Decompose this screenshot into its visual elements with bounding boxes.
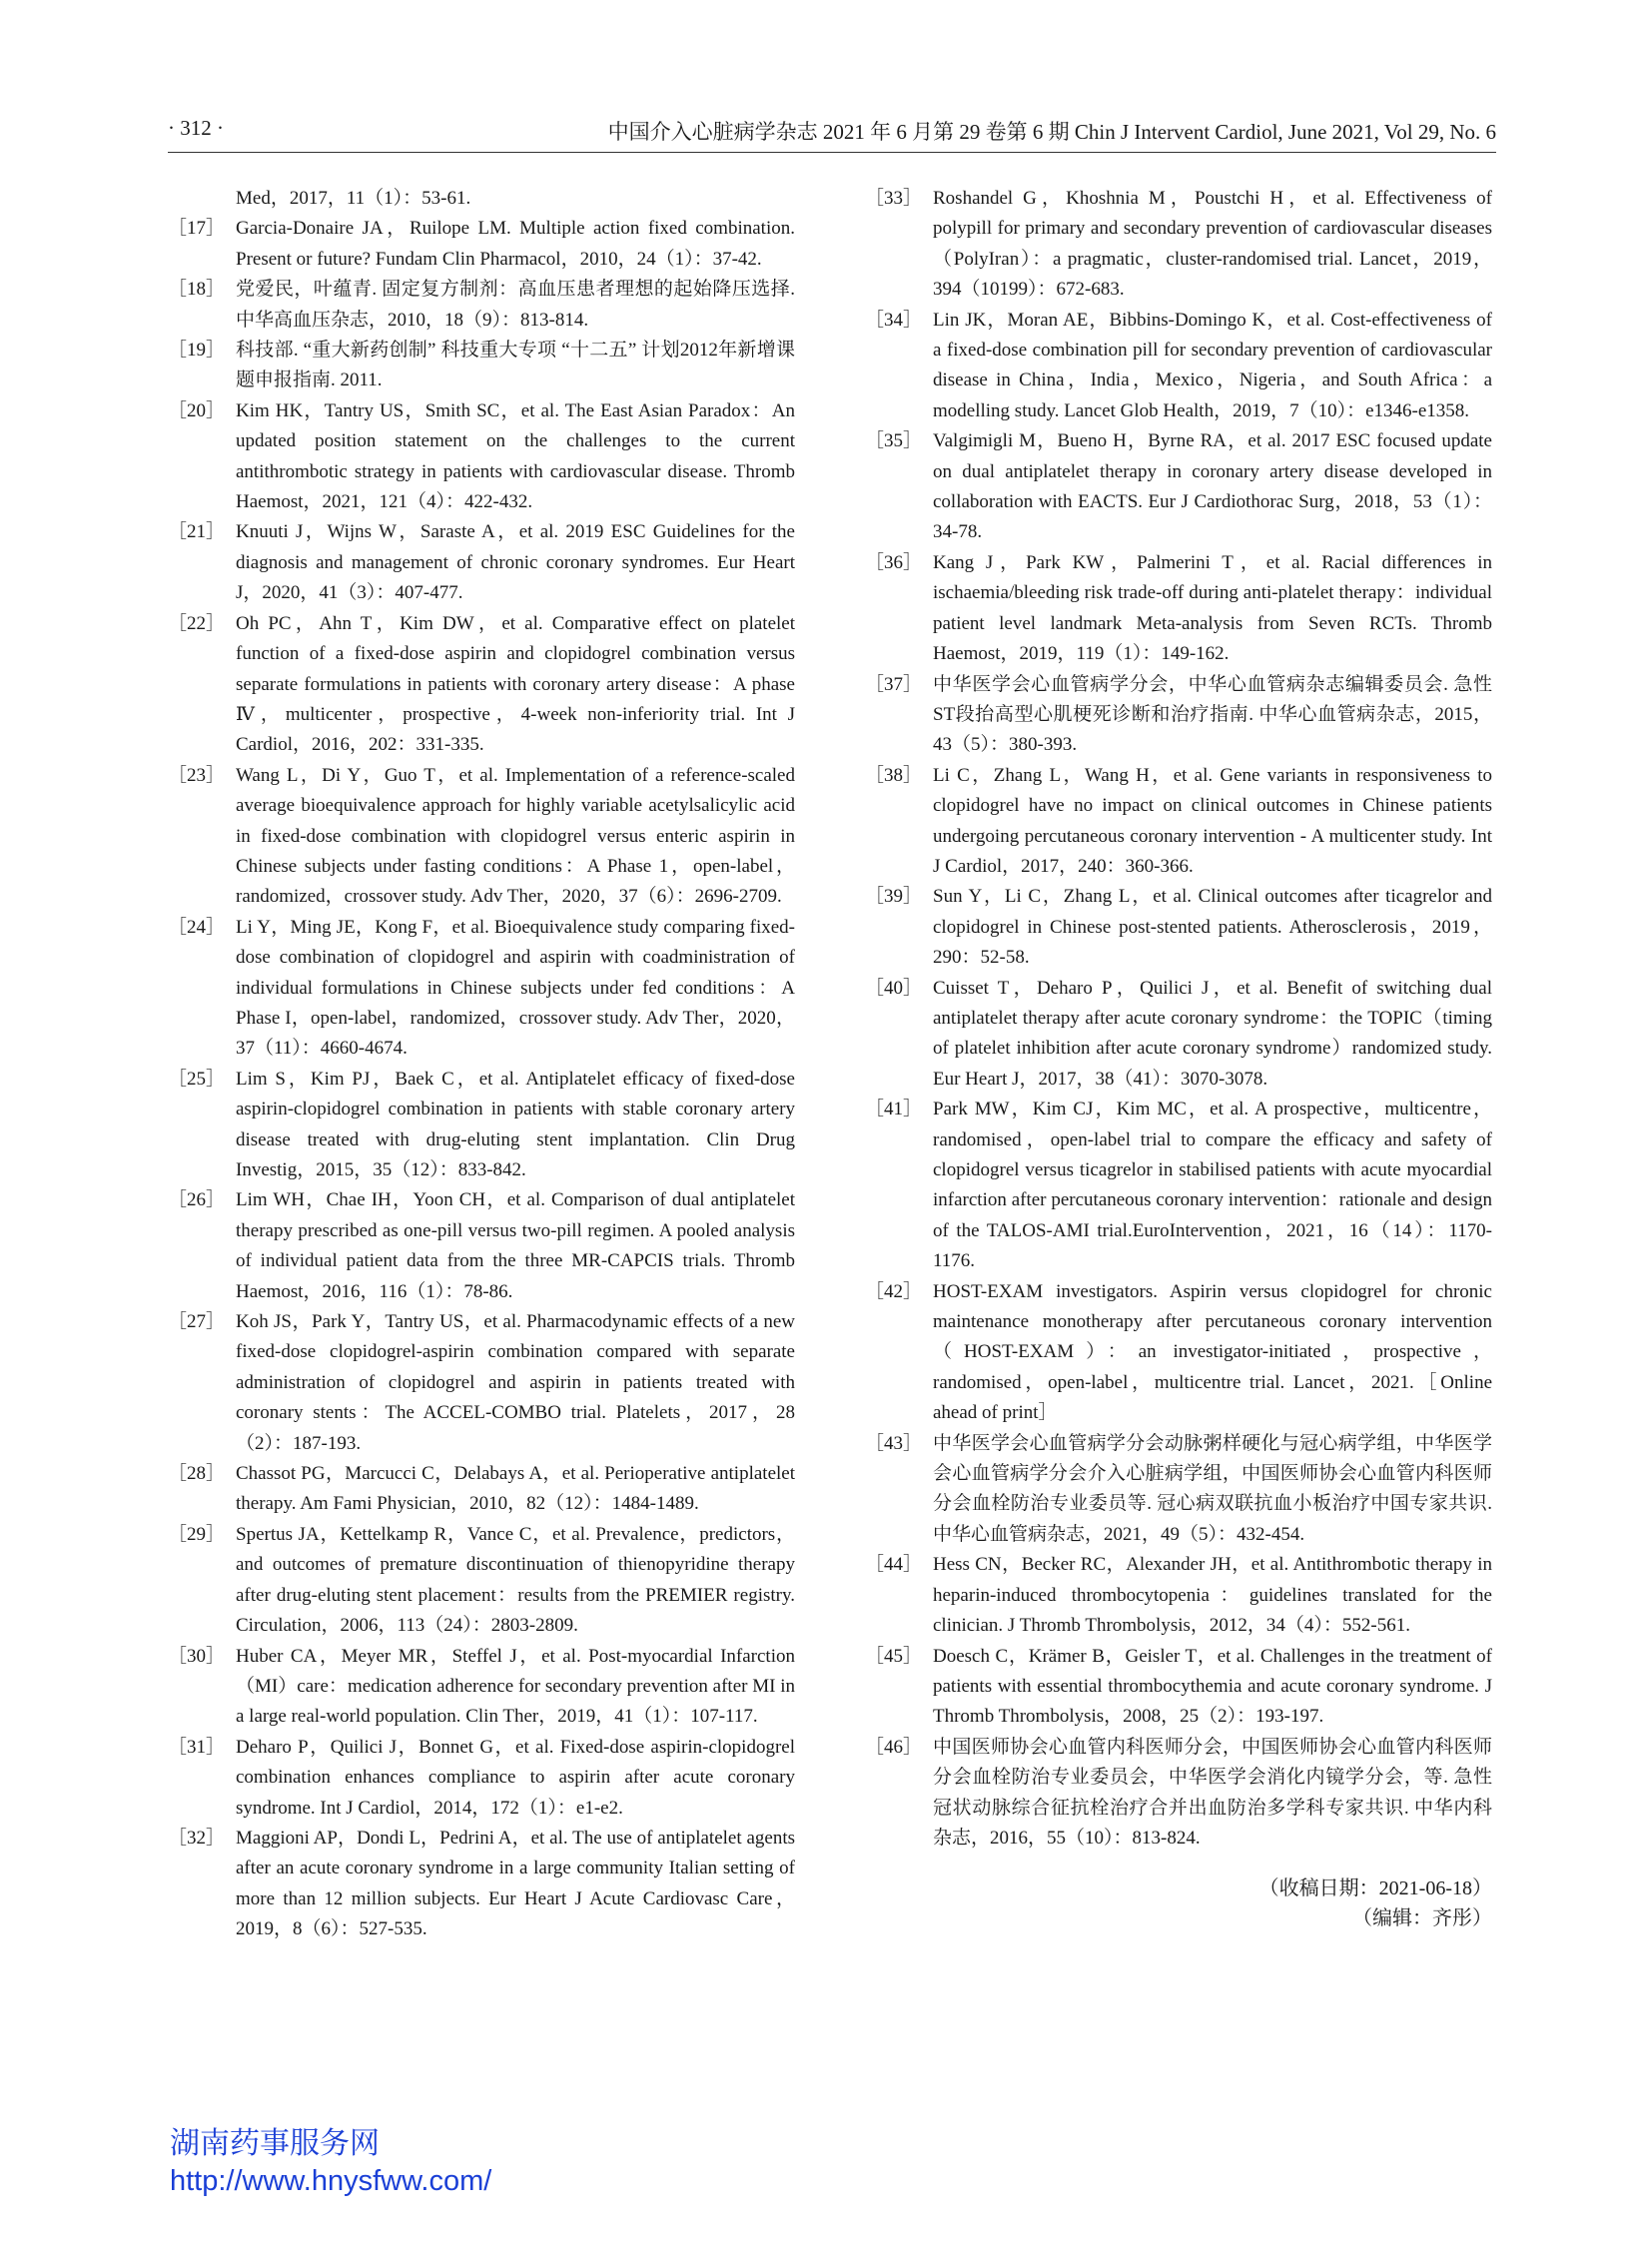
reference-item (865, 1642, 1492, 1733)
reference-number: ［28］ (168, 1463, 226, 1485)
reference-number: ［35］ (865, 430, 923, 452)
reference-item (865, 184, 1492, 306)
reference-text: Garcia-Donaire JA，Ruilope LM. Multiple action fixed combination. Present or future? Fundam Clin Pharmacol，2010，24（1）：37-42. (236, 218, 795, 270)
reference-number: ［41］ (865, 1099, 923, 1120)
reference-column-left (168, 184, 795, 1945)
journal-citation: 中国介入心脏病学杂志 2021 年 6 月第 29 卷第 6 期 Chin J Intervent Cardiol, June 2021, Vol 29, No. 6 (607, 120, 1496, 144)
reference-number: ［38］ (865, 764, 923, 786)
reference-number: ［26］ (168, 1189, 226, 1211)
reference-text: Chassot PG，Marcucci C，Delabays A，et al. Perioperative antiplatelet therapy. Am Fami Physician，2010，82（12）：1484-1489. (236, 1463, 795, 1515)
reference-number: ［19］ (168, 340, 226, 362)
reference-item (865, 882, 1492, 973)
reference-number: ［23］ (168, 764, 226, 786)
reference-list-left (168, 214, 795, 1944)
reference-item (168, 761, 795, 913)
reference-item (865, 1277, 1492, 1429)
reference-text: Lim WH，Chae IH，Yoon CH，et al. Comparison of dual antiplatelet therapy prescribed as one-pill versus two-pill regimen. A pooled analysis of individual patient data from the three MR-CAPCIS trials. Thromb Haemost，2016，116（1）：78-86. (236, 1189, 795, 1302)
editor-credit: （编辑：齐彤） (1352, 1907, 1492, 1930)
reference-text: Kim HK，Tantry US，Smith SC，et al. The East Asian Paradox：An updated position statement on the challenges to the current antithrombotic strategy in patients with cardiovascular disease. Thromb Haemost，2021，121（4）：422-432. (236, 399, 795, 513)
reference-number: ［17］ (168, 218, 226, 240)
reference-item (168, 609, 795, 761)
reference-text: Li C，Zhang L，Wang H，et al. Gene variants in responsiveness to clopidogrel have no impact on clinical outcomes in Chinese patients undergoing percutaneous coronary intervention - A multicenter study. Int J Cardiol，2017，240：360-366. (933, 764, 1492, 877)
reference-text: Knuuti J，Wijns W，Saraste A，et al. 2019 ESC Guidelines for the diagnosis and management of chronic coronary syndromes. Eur Heart J，2020，41（3）：407-477. (236, 521, 795, 604)
watermark-url[interactable]: http://www.hnysfww.com/ (170, 2165, 492, 2197)
reference-text: Cuisset T，Deharo P，Quilici J，et al. Benefit of switching dual antiplatelet therapy after acute coronary syndrome：the TOPIC（timing of platelet inhibition after acute coronary syndrome）randomized study. Eur Heart J，2017，38（41）：3070-3078. (933, 977, 1492, 1090)
reference-item (865, 670, 1492, 761)
reference-item (168, 275, 795, 336)
watermark-site-name: 湖南药事服务网 (170, 2127, 380, 2160)
reference-item (168, 396, 795, 518)
reference-text: 科技部. “重大新药创制” 科技重大专项 “十二五” 计划2012年新增课题申报指南. 2011. (236, 340, 795, 391)
reference-number: ［21］ (168, 521, 226, 543)
reference-number: ［33］ (865, 188, 923, 209)
reference-item (168, 1520, 795, 1642)
reference-item (168, 1733, 795, 1824)
reference-item (168, 1185, 795, 1307)
reference-text: Maggioni AP，Dondi L，Pedrini A，et al. The use of antiplatelet agents after an acute coronary syndrome in a large community Italian setting of more than 12 million subjects. Eur Heart J Acute Cardiovasc Care，2019，8（6）：527-535. (236, 1827, 795, 1940)
reference-item (168, 1065, 795, 1186)
reference-item (168, 913, 795, 1065)
reference-text: Lin JK，Moran AE，Bibbins-Domingo K，et al. Cost-effectiveness of a fixed-dose combination pill for secondary prevention of cardiovascular disease in China，India，Mexico，Nigeria，and South Africa：a modelling study. Lancet Glob Health，2019，7（10）：e1346-e1358. (933, 309, 1492, 421)
reference-item (865, 761, 1492, 883)
reference-text: Valgimigli M，Bueno H，Byrne RA，et al. 2017 ESC focused update on dual antiplatelet therapy in coronary artery disease developed in collaboration with EACTS. Eur J Cardiothorac Surg，2018，53（1）：34-78. (933, 430, 1492, 543)
reference-text: Sun Y，Li C，Zhang L，et al. Clinical outcomes after ticagrelor and clopidogrel in Chinese post-stented patients. Atherosclerosis，2019，290：52-58. (933, 886, 1492, 969)
reference-list-right (865, 184, 1492, 1854)
reference-item (168, 1642, 795, 1733)
reference-number: ［24］ (168, 916, 226, 938)
reference-column-right (865, 184, 1492, 1943)
reference-number: ［31］ (168, 1736, 226, 1758)
reference-number: ［20］ (168, 399, 226, 421)
received-date: （收稿日期：2021-06-18） (1258, 1877, 1492, 1900)
reference-number: ［34］ (865, 309, 923, 331)
reference-number: ［18］ (168, 279, 226, 301)
reference-item (865, 1733, 1492, 1855)
reference-number: ［46］ (865, 1736, 923, 1758)
reference-text: 中国医师协会心血管内科医师分会，中国医师协会心血管内科医师分会血栓防治专业委员会，中华医学会消化内镜学分会，等. 急性冠状动脉综合征抗栓治疗合并出血防治多学科专家共识. 中华内科杂志，2016，55（10）：813-824. (933, 1736, 1492, 1849)
reference-item (865, 426, 1492, 548)
reference-number: ［27］ (168, 1311, 226, 1333)
reference-text: 党爱民，叶蕴青. 固定复方制剂：高血压患者理想的起始降压选择. 中华高血压杂志，2010，18（9）：813-814. (236, 279, 795, 331)
reference-text: Wang L，Di Y，Guo T，et al. Implementation of a reference-scaled average bioequivalence approach for highly variable acetylsalicylic acid in fixed-dose combination with clopidogrel versus enteric aspirin in Chinese subjects under fasting conditions：A Phase 1，open-label，randomized，crossover study. Adv Ther，2020，37（6）：2696-2709. (236, 764, 795, 908)
reference-number: ［44］ (865, 1554, 923, 1576)
reference-item (865, 306, 1492, 427)
reference-text: Koh JS，Park Y，Tantry US，et al. Pharmacodynamic effects of a new fixed-dose clopidogrel-aspirin combination compared with separate administration of clopidogrel and aspirin in patients treated with coronary stents：The ACCEL-COMBO trial. Platelets，2017，28（2）：187-193. (236, 1311, 795, 1454)
reference-text: Huber CA，Meyer MR，Steffel J，et al. Post-myocardial Infarction（MI）care：medication adherence for secondary prevention after MI in a large real-world population. Clin Ther，2019，41（1）：107-117. (236, 1645, 795, 1728)
reference-item (865, 1550, 1492, 1641)
reference-number: ［43］ (865, 1432, 923, 1454)
reference-text: 中华医学会心血管病学分会，中华心血管病杂志编辑委员会. 急性ST段抬高型心肌梗死诊断和治疗指南. 中华心血管病杂志，2015，43（5）：380-393. (933, 673, 1492, 756)
reference-text: Deharo P，Quilici J，Bonnet G，et al. Fixed-dose aspirin-clopidogrel combination enhances compliance to aspirin after acute coronary syndrome. Int J Cardiol，2014，172（1）：e1-e2. (236, 1736, 795, 1819)
reference-item (168, 214, 795, 275)
reference-text: Hess CN，Becker RC，Alexander JH，et al. Antithrombotic therapy in heparin-induced thrombocytopenia：guidelines translated for the clinician. J Thromb Thrombolysis，2012，34（4）：552-561. (933, 1554, 1492, 1637)
reference-number: ［36］ (865, 551, 923, 573)
reference-text: Roshandel G，Khoshnia M，Poustchi H，et al. Effectiveness of polypill for primary and secondary prevention of cardiovascular diseases（PolyIran）：a pragmatic，cluster-randomised trial. Lancet，2019，394（10199）：672-683. (933, 188, 1492, 301)
running-header (168, 112, 1496, 153)
reference-text: HOST-EXAM investigators. Aspirin versus clopidogrel for chronic maintenance monotherapy after percutaneous coronary intervention（HOST-EXAM）：an investigator-initiated，prospective，randomised，open-label，multicentre trial. Lancet，2021.［Online ahead of print］ (933, 1280, 1492, 1424)
reference-item (865, 1429, 1492, 1551)
reference-item (168, 1824, 795, 1945)
reference-item (168, 336, 795, 396)
reference-item (865, 974, 1492, 1096)
reference-item (865, 548, 1492, 670)
reference-text: Doesch C，Krämer B，Geisler T，et al. Challenges in the treatment of patients with essential thrombocythemia and acute coronary syndrome. J Thromb Thrombolysis，2008，25（2）：193-197. (933, 1645, 1492, 1728)
reference-text: Oh PC，Ahn T，Kim DW，et al. Comparative effect on platelet function of a fixed-dose aspirin and clopidogrel combination versus separate formulations in patients with coronary artery disease：A phase Ⅳ，multicenter，prospective，4-week non-inferiority trial. Int J Cardiol，2016，202：331-335. (236, 612, 795, 756)
reference-number: ［45］ (865, 1645, 923, 1667)
reference-item (168, 1459, 795, 1520)
site-watermark (170, 2125, 491, 2199)
reference-text: Lim S，Kim PJ，Baek C，et al. Antiplatelet efficacy of fixed-dose aspirin-clopidogrel combination in patients with stable coronary artery disease treated with drug-eluting stent implantation. Clin Drug Investig，2015，35（12）：833-842. (236, 1068, 795, 1180)
reference-item (168, 517, 795, 608)
reference-text: 中华医学会心血管病学分会动脉粥样硬化与冠心病学组，中华医学会心血管病学分会介入心脏病学组，中国医师协会心血管内科医师分会血栓防治专业委员等. 冠心病双联抗血小板治疗中国专家共识. 中华心血管病杂志，2021，49（5）：432-454. (933, 1432, 1492, 1545)
reference-number: ［37］ (865, 673, 923, 695)
page-number: · 312 · (168, 116, 224, 140)
reference-number: ［29］ (168, 1523, 226, 1545)
reference-text: Li Y，Ming JE，Kong F，et al. Bioequivalence study comparing fixed-dose combination of clopidogrel and aspirin with coadministration of individual formulations in Chinese subjects under fed conditions：A Phase I，open-label，randomized，crossover study. Adv Ther，2020，37（11）：4660-4674. (236, 916, 795, 1060)
reference-item (865, 1095, 1492, 1276)
reference-continuation: Med，2017，11（1）：53-61. (236, 188, 471, 209)
reference-text: Kang J，Park KW，Palmerini T，et al. Racial differences in ischaemia/bleeding risk trade-off during anti-platelet therapy：individual patient level landmark Meta-analysis from Seven RCTs. Thromb Haemost，2019，119（1）：149-162. (933, 551, 1492, 665)
reference-number: ［30］ (168, 1645, 226, 1667)
reference-number: ［42］ (865, 1280, 923, 1302)
reference-number: ［39］ (865, 886, 923, 908)
reference-item (168, 1307, 795, 1459)
reference-number: ［22］ (168, 612, 226, 634)
reference-number: ［40］ (865, 977, 923, 999)
reference-text: Park MW，Kim CJ，Kim MC，et al. A prospective，multicentre，randomised，open-label trial to compare the efficacy and safety of clopidogrel versus ticagrelor in stabilised patients with acute myocardial infarction after percutaneous coronary intervention：rationale and design of the TALOS-AMI trial.EuroIntervention，2021，16（14）：1170-1176. (933, 1099, 1492, 1272)
reference-text: Spertus JA，Kettelkamp R，Vance C，et al. Prevalence，predictors，and outcomes of premature discontinuation of thienopyridine therapy after drug-eluting stent placement：results from the PREMIER registry. Circulation，2006，113（24）：2803-2809. (236, 1523, 795, 1637)
reference-number: ［32］ (168, 1827, 226, 1849)
reference-number: ［25］ (168, 1068, 226, 1090)
